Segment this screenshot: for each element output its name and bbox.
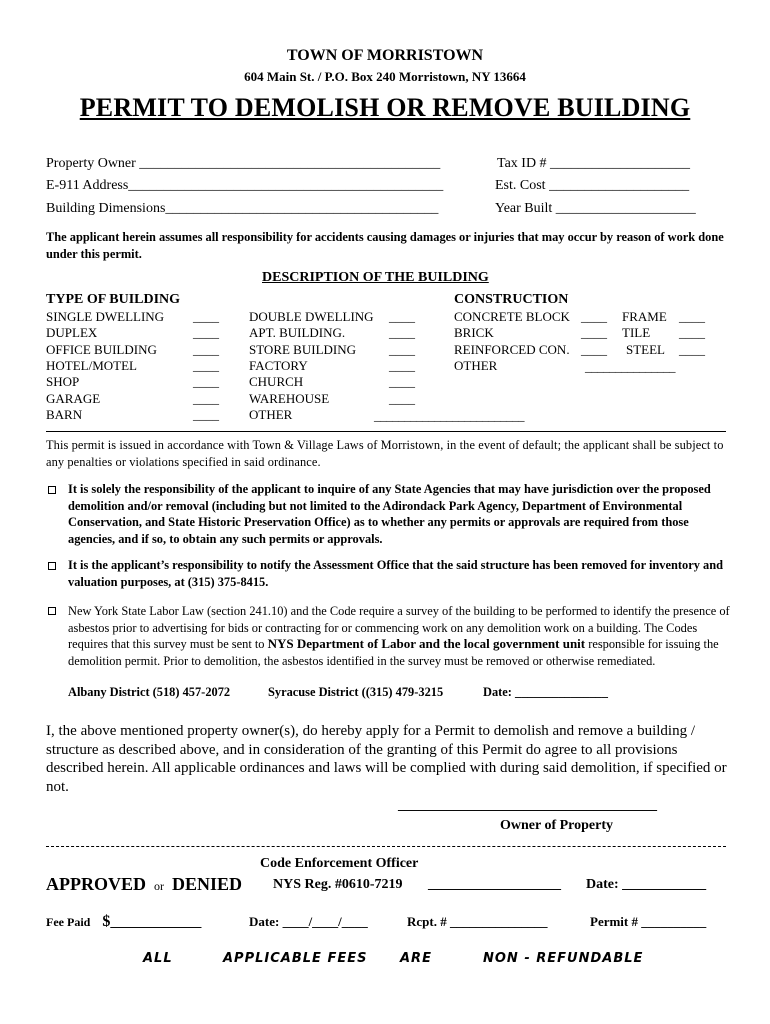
- albany-district: Albany District (518) 457-2072: [68, 685, 231, 699]
- building-type-blank[interactable]: ____: [193, 357, 219, 373]
- construction-other-blank[interactable]: _______________: [585, 359, 675, 374]
- building-type-label: BARN: [46, 406, 83, 422]
- construction-label: OTHER: [454, 357, 498, 373]
- footer-applicable-fees: APPLICABLE FEES: [223, 951, 368, 966]
- construction-blank[interactable]: ____: [581, 341, 607, 357]
- building-dimensions-field[interactable]: Building Dimensions_______________________________________: [46, 201, 439, 216]
- asbestos-date-field[interactable]: Date: _______________: [483, 685, 608, 699]
- building-type-blank[interactable]: ____: [193, 309, 219, 324]
- denied-option[interactable]: DENIED: [172, 874, 243, 894]
- building-type-label: SINGLE DWELLING: [46, 309, 165, 324]
- construction-label: CONCRETE BLOCK: [454, 309, 570, 324]
- building-type-label: DOUBLE DWELLING: [249, 309, 374, 324]
- dollar-sign: $: [102, 913, 111, 930]
- building-other-blank[interactable]: _________________________: [374, 408, 524, 423]
- assessment-office-notice: It is the applicant’s responsibility to notify the Assessment Office that the said structure has been removed for inventory and valuation purposes, at (315) 375-8415.: [68, 558, 723, 589]
- building-type-blank[interactable]: ____: [389, 341, 415, 357]
- e911-address-field[interactable]: E-911 Address_____________________________________________: [46, 178, 444, 193]
- building-type-label: APT. BUILDING.: [249, 325, 346, 341]
- construction-label: BRICK: [454, 325, 494, 341]
- divider: [46, 431, 726, 432]
- town-address: 604 Main St. / P.O. Box 240 Morristown, NY 13664: [244, 69, 526, 84]
- dashed-divider: [46, 846, 726, 847]
- construction-blank[interactable]: ____: [679, 325, 705, 341]
- building-type-blank[interactable]: ____: [389, 325, 415, 341]
- building-type-blank[interactable]: ____: [193, 390, 219, 406]
- code-enforcement-officer-label: Code Enforcement Officer: [260, 856, 419, 871]
- construction-blank[interactable]: ____: [581, 309, 607, 324]
- footer-non-refundable: NON - REFUNDABLE: [483, 951, 644, 966]
- construction-label: FRAME: [622, 309, 667, 324]
- building-type-blank[interactable]: ____: [389, 374, 415, 390]
- footer-all: ALL: [143, 951, 173, 966]
- syracuse-district: Syracuse District ((315) 479-3215: [268, 685, 444, 699]
- description-heading: DESCRIPTION OF THE BUILDING: [262, 270, 489, 285]
- construction-label: REINFORCED CON.: [454, 341, 570, 357]
- building-type-label: STORE BUILDING: [249, 341, 357, 357]
- est-cost-field[interactable]: Est. Cost ____________________: [495, 178, 690, 193]
- footer-are: ARE: [400, 951, 432, 966]
- approval-status: [46, 874, 242, 895]
- building-type-blank[interactable]: ____: [389, 309, 415, 324]
- building-type-blank[interactable]: ____: [389, 357, 415, 373]
- or-label: or: [154, 879, 164, 893]
- nys-dol-emphasis: NYS Department of Labor and the local government unit: [267, 636, 586, 651]
- state-agencies-notice: It is solely the responsibility of the applicant to inquire of any State Agencies that may have jurisdiction over the proposed demolition and/or removal (including but not limited to the Adirondack Park Agency, Department of Environmental Conservation, and State Historic Preservation Office) as to whether any permits or approvals are required from those agencies, and if so, to obtain any such permits or approvals.: [68, 482, 711, 546]
- construction-label: TILE: [622, 325, 651, 341]
- approved-option[interactable]: APPROVED: [46, 874, 146, 894]
- fee-paid-label: Fee Paid: [46, 915, 91, 929]
- fee-paid-group: [46, 913, 201, 931]
- building-type-blank[interactable]: ____: [193, 374, 219, 390]
- responsibility-notice: The applicant herein assumes all responsibility for accidents causing damages or injuries that may occur by reason of work done under this permit.: [46, 230, 724, 261]
- type-of-building-heading: TYPE OF BUILDING: [46, 292, 181, 307]
- building-type-blank[interactable]: ____: [193, 341, 219, 357]
- asbestos-survey-notice: [68, 603, 733, 669]
- building-type-label: CHURCH: [249, 374, 304, 390]
- building-type-blank[interactable]: ____: [193, 406, 219, 422]
- construction-blank[interactable]: ____: [679, 309, 705, 324]
- checkbox-assessment-office[interactable]: [48, 562, 56, 570]
- asbestos-text-start: New York State Labor Law (section 241.10) and the Code require a survey of the building to be performed to identify the presence of asbestos prior to advertising for bids or contracting for or commencing work on any demolition work on a building. The Codes requires that this survey must be sent to: [68, 604, 730, 651]
- owner-signature-line[interactable]: _____________________________________: [398, 798, 657, 813]
- building-type-label: WAREHOUSE: [249, 390, 330, 406]
- ordinance-notice: This permit is issued in accordance with Town & Village Laws of Morristown, in the event of default; the applicant shall be subject to any penalties or violations specified in said ordinance.: [46, 438, 724, 469]
- permit-number-field[interactable]: Permit # __________: [590, 914, 707, 929]
- building-type-label: DUPLEX: [46, 325, 98, 341]
- nys-reg-number: NYS Reg. #0610-7219: [273, 877, 403, 892]
- owner-of-property-label: Owner of Property: [500, 818, 614, 833]
- building-type-label: GARAGE: [46, 390, 101, 406]
- building-type-label: SHOP: [46, 374, 80, 390]
- owner-declaration: I, the above mentioned property owner(s), do hereby apply for a Permit to demolish and remove a building / structure as described above, and in consideration of the granting of this Permit do agree to all provisions described herein. All applicable ordinances and laws will be complied with during said demolition, if specified or not.: [46, 723, 727, 795]
- page-title: PERMIT TO DEMOLISH OR REMOVE BUILDING: [79, 93, 691, 122]
- construction-heading: CONSTRUCTION: [454, 292, 569, 307]
- town-name: TOWN OF MORRISTOWN: [286, 47, 484, 64]
- building-type-label: FACTORY: [249, 357, 308, 373]
- receipt-number-field[interactable]: Rcpt. # _______________: [407, 914, 548, 929]
- construction-label: STEEL: [626, 341, 665, 357]
- construction-blank[interactable]: ____: [581, 325, 607, 341]
- year-built-field[interactable]: Year Built ____________________: [495, 201, 696, 216]
- checkbox-asbestos-survey[interactable]: [48, 607, 56, 615]
- building-type-blank[interactable]: ____: [389, 390, 415, 406]
- officer-date-field[interactable]: Date: ____________: [586, 877, 707, 892]
- property-owner-field[interactable]: Property Owner ___________________________________________: [46, 156, 441, 171]
- building-type-blank[interactable]: ____: [193, 325, 219, 341]
- asbestos-text-end: responsible for issuing the demolition permit. Prior to demolition, the asbestos identified in the survey must be removed or otherwise remediated.: [68, 637, 719, 668]
- fee-amount-blank[interactable]: _____________: [110, 915, 202, 930]
- building-type-label: OTHER: [249, 406, 293, 422]
- fee-date-field[interactable]: Date: ____/____/____: [249, 914, 368, 929]
- building-type-label: OFFICE BUILDING: [46, 341, 157, 357]
- officer-signature-blank[interactable]: ___________________: [428, 877, 561, 892]
- construction-blank[interactable]: ____: [679, 341, 705, 357]
- checkbox-state-agencies[interactable]: [48, 486, 56, 494]
- tax-id-field[interactable]: Tax ID # ____________________: [497, 156, 691, 171]
- building-type-label: HOTEL/MOTEL: [46, 357, 137, 373]
